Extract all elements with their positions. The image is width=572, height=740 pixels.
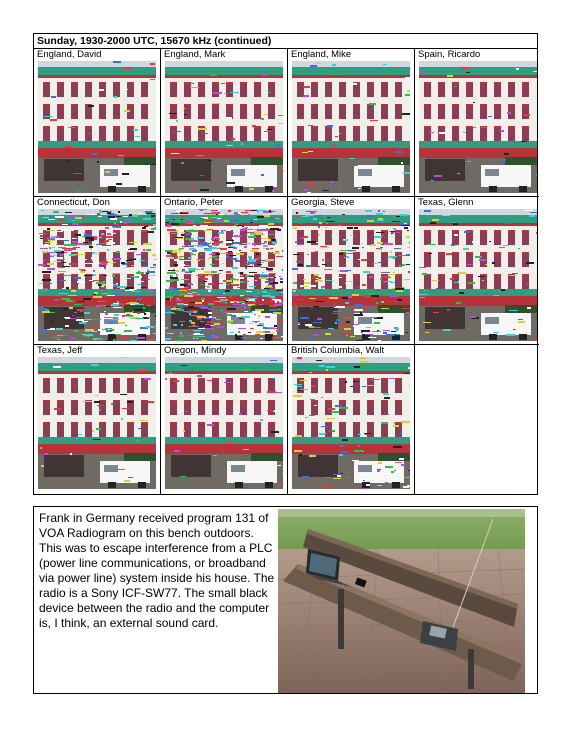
image-cell [415, 49, 539, 197]
image-cell [288, 197, 415, 345]
cell-label: Connecticut, Don [37, 197, 110, 208]
decoded-image [38, 209, 156, 341]
image-cell [161, 345, 288, 494]
section-title: Sunday, 1930-2000 UTC, 15670 kHz (continued) [34, 34, 537, 49]
cell-label: Spain, Ricardo [418, 49, 481, 60]
decoded-image [419, 61, 537, 193]
decoded-image [292, 61, 410, 193]
image-cell [34, 345, 161, 494]
decoded-image [419, 209, 537, 341]
image-cell [161, 49, 288, 197]
image-cell [415, 197, 539, 345]
image-cell [288, 345, 415, 494]
decoded-image [292, 357, 410, 489]
decoded-image [38, 357, 156, 489]
image-cell [415, 345, 539, 494]
decoded-image [165, 61, 283, 193]
cell-label: Oregon, Mindy [164, 345, 227, 356]
decoded-image [165, 357, 283, 489]
story-text: Frank in Germany received program 131 of VOA Radiogram on this bench outdoors. This was to escape interference from a PLC (power line communications, or broadband via power line) system inside his house. The radio is a Sony ICF-SW77. The small black device between the radio and the computer is, I think, an external sound card. [39, 511, 275, 630]
decoded-image [38, 61, 156, 193]
cell-label [415, 345, 539, 357]
bench-photo [278, 509, 525, 698]
cell-label: England, David [37, 49, 102, 60]
cell-label: British Columbia, Walt [291, 345, 385, 356]
cell-label: Ontario, Peter [164, 197, 224, 208]
story-box [33, 506, 538, 694]
cell-label: Georgia, Steve [291, 197, 355, 208]
cell-label: England, Mark [164, 49, 226, 60]
image-cell [161, 197, 288, 345]
decoded-image [292, 209, 410, 341]
cell-label: England, Mike [291, 49, 352, 60]
image-cell [288, 49, 415, 197]
cell-label: Texas, Glenn [418, 197, 474, 208]
image-cell [34, 49, 161, 197]
decoded-image [165, 209, 283, 341]
image-cell [34, 197, 161, 345]
reception-image-table [33, 33, 538, 495]
cell-label: Texas, Jeff [37, 345, 83, 356]
